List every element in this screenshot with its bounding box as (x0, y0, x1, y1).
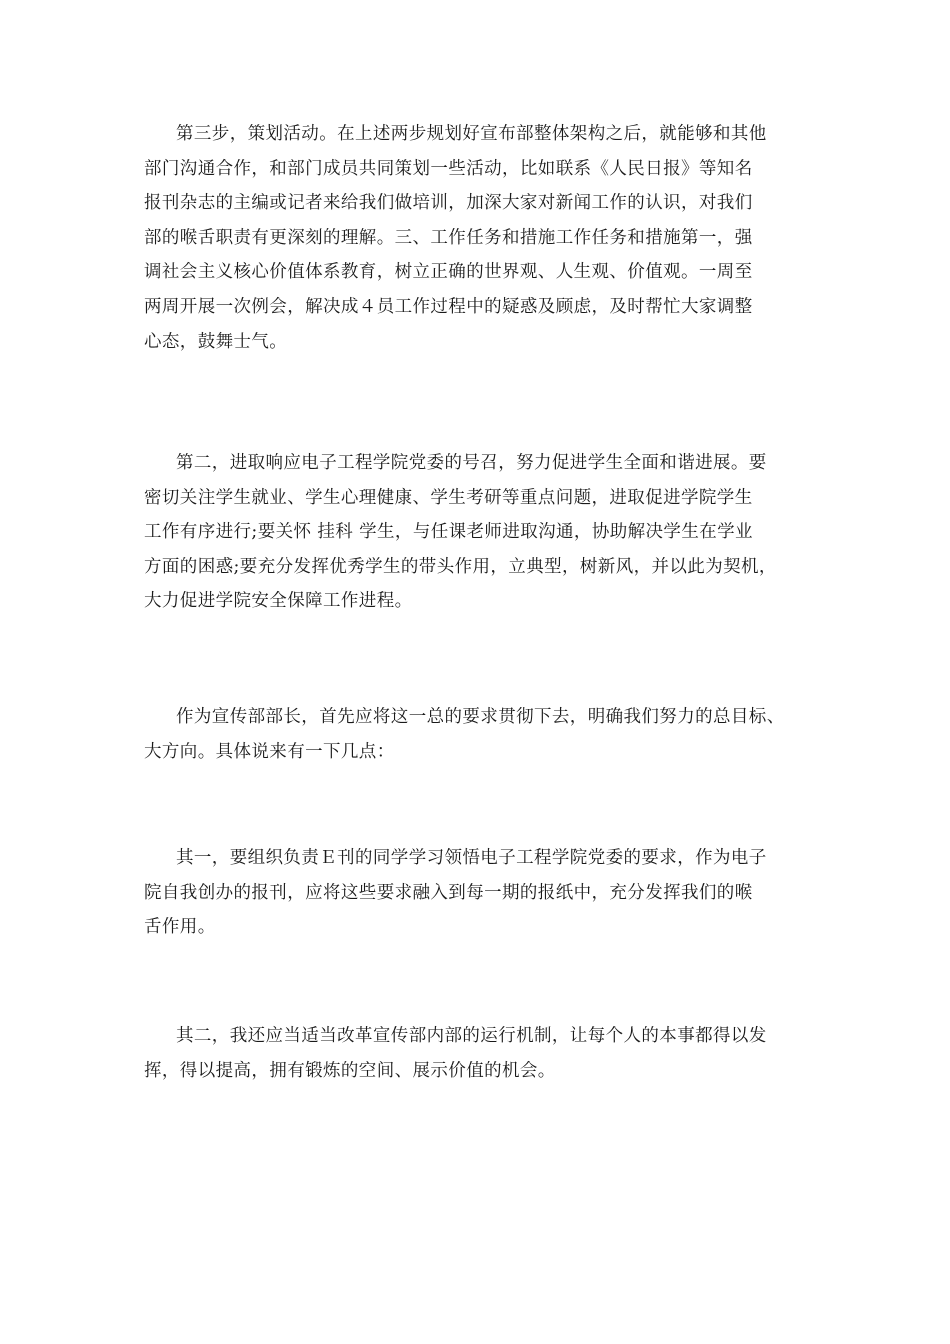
paragraph-line: 作为宣传部部长，首先应将这一总的要求贯彻下去，明确我们努力的总目标、 (176, 707, 785, 727)
paragraph-line: 大力促进学院安全保障工作进程。 (144, 591, 413, 612)
paragraph-line: 舌作用。 (144, 917, 216, 938)
paragraph-line: 其二，我还应当适当改革宣传部内部的运行机制，让每个人的本事都得以发 (176, 1026, 767, 1046)
paragraph-line: 院自我创办的报刊，应将这些要求融入到每一期的报纸中，充分发挥我们的喉 (144, 882, 753, 903)
paragraph-line: 部门沟通合作，和部门成员共同策划一些活动，比如联系《人民日报》等知名 (144, 158, 753, 179)
paragraph-line: 心态，鼓舞士气。 (144, 331, 288, 352)
paragraph-line: 密切关注学生就业、学生心理健康、学生考研等重点问题，进取促进学院学生 (144, 487, 753, 508)
paragraph-line: 大方向。具体说来有一下几点： (144, 741, 395, 762)
paragraph-second-item (144, 1019, 824, 1088)
paragraph-line: 其一，要组织负责Ｅ刊的同学学习领悟电子工程学院党委的要求，作为电子 (176, 848, 767, 868)
paragraph-line: 方面的困惑;要充分发挥优秀学生的带头作用，立典型，树新风，并以此为契机， (144, 556, 777, 577)
paragraph-line: 第三步，策划活动。在上述两步规划好宣布部整体架构之后，就能够和其他 (176, 124, 767, 144)
paragraph-line: 调社会主义核心价值体系教育，树立正确的世界观、人生观、价值观。一周至 (144, 262, 753, 283)
paragraph-line: 部的喉舌职责有更深刻的理解。三、工作任务和措施工作任务和措施第一，强 (144, 227, 753, 248)
paragraph-line: 工作有序进行;要关怀 挂科 学生，与任课老师进取沟通，协助解决学生在学业 (144, 522, 753, 543)
paragraph-first-item (144, 841, 824, 945)
paragraph-line: 报刊杂志的主编或记者来给我们做培训，加深大家对新闻工作的认识，对我们 (144, 193, 753, 214)
paragraph-line: 两周开展一次例会，解决成４员工作过程中的疑惑及顾虑，及时帮忙大家调整 (144, 296, 753, 317)
paragraph-line: 第二，进取响应电子工程学院党委的号召，努力促进学生全面和谐进展。要 (176, 453, 767, 473)
paragraph-line: 挥，得以提高，拥有锻炼的空间、展示价值的机会。 (144, 1060, 556, 1081)
paragraph-minister-goals (144, 700, 824, 769)
paragraph-step-three-planning (144, 117, 824, 359)
paragraph-second-point (144, 446, 824, 619)
